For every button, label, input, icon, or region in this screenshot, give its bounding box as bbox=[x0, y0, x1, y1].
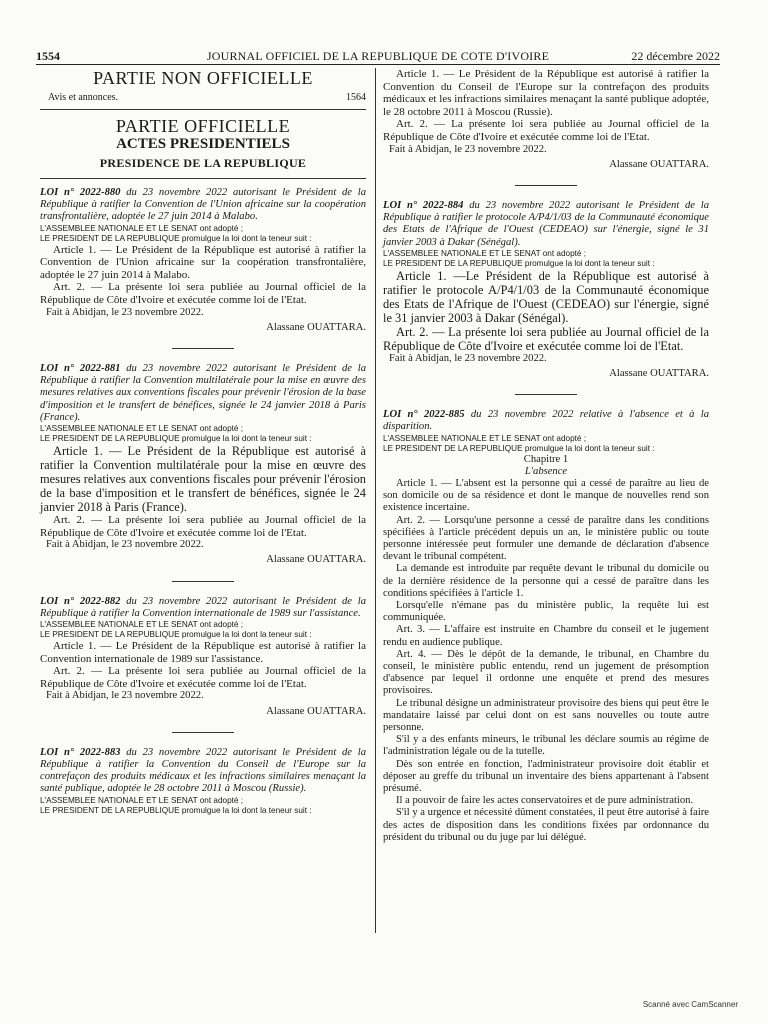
paragraph: S'il y a des enfants mineurs, le tribunal les déclare soumis au régime de l'administration légale ou de la tutelle. bbox=[383, 734, 709, 758]
paragraph: Art. 2. — Lorsqu'une personne a cessé de paraître dans les conditions spécifiées à l'article précédent depuis un an, le ministère public ou toute personne intéressée peut formuler une demande de déclaration d'absence devant le tribunal compétent. bbox=[383, 514, 709, 563]
law-number: LOI n° 2022-880 bbox=[40, 187, 121, 198]
header-rule bbox=[36, 64, 720, 65]
law-885-paragraphs bbox=[383, 478, 709, 844]
section-rule bbox=[40, 178, 366, 179]
law-2022-881 bbox=[40, 363, 366, 567]
law-2022-882 bbox=[40, 596, 366, 718]
paragraph: Art. 3. — L'affaire est instruite en Chambre du conseil et le jugement rendu en audience publique. bbox=[383, 624, 709, 648]
paragraph: Dès son entrée en fonction, l'administrateur provisoire doit établir et déposer au greffe du tribunal un inventaire des biens appartenant à l'absent présumé. bbox=[383, 758, 709, 795]
article-2: Art. 2. — La présente loi sera publiée au Journal officiel de la République de Côte d'Ivoire et exécutée comme loi de l'Etat. bbox=[40, 665, 366, 690]
running-header bbox=[36, 48, 720, 64]
separator bbox=[172, 732, 234, 733]
law-2022-883-header bbox=[40, 747, 366, 816]
signature: Alassane OUATTARA. bbox=[266, 321, 366, 333]
promulgation-line: LE PRESIDENT DE LA REPUBLIQUE promulgue la loi dont la teneur suit : bbox=[383, 443, 655, 453]
paragraph: S'il y a urgence et nécessité dûment constatées, il peut être autorisé à faire des actes de disposition dans les conditions fixées par ordonnance du président du tribunal ou du juge par lui délégué. bbox=[383, 807, 709, 843]
law-number: LOI n° 2022-882 bbox=[40, 595, 121, 607]
partie-officielle-title: PARTIE OFFICIELLE bbox=[115, 116, 291, 136]
place-date: Fait à Abidjan, le 23 novembre 2022. bbox=[46, 539, 204, 551]
assemblee-line: L'ASSEMBLEE NATIONALE ET LE SENAT ont adopté ; bbox=[40, 424, 244, 433]
law-title: LOI n° 2022-885 du 23 novembre 2022 relative à l'absence et à la disparition. bbox=[383, 409, 709, 433]
toc-page: 1564 bbox=[346, 92, 366, 103]
law-number: LOI n° 2022-881 bbox=[40, 362, 121, 374]
assemblee-line: L'ASSEMBLEE NATIONALE ET LE SENAT ont adopté ; bbox=[383, 248, 587, 258]
chapter-number: Chapitre 1 bbox=[523, 453, 569, 465]
column-divider bbox=[375, 68, 376, 933]
article-1: Article 1. — Le Président de la République est autorisé à ratifier la Convention de l'Union africaine sur la coopération transfrontalière, adoptée le 27 juin 2014 à Malabo. bbox=[40, 243, 366, 281]
law-title: LOI n° 2022-883 du 23 novembre 2022 autorisant le Président de la République à ratifier la Convention du Conseil de l'Europe sur la contrefaçon des produits médicaux et les infractions similaires menaçant la santé publique, adoptée le 28 octobre 2011 à Moscou (Russie). bbox=[40, 746, 366, 795]
law-2022-883-body bbox=[383, 68, 709, 171]
place-date: Fait à Abidjan, le 23 novembre 2022. bbox=[389, 352, 547, 364]
signature: Alassane OUATTARA. bbox=[609, 158, 709, 170]
article-1: Article 1. —Le Président de la République est autorisé à ratifier le protocole A/P4/1/03 de la Communauté économique des Etats de l'Afrique de l'Ouest (CEDEAO) sur l'énergie, signé le 31 janvier 2003 à Dakar (Sénégal). bbox=[383, 268, 709, 325]
promulgation-line: LE PRESIDENT DE LA REPUBLIQUE promulgue la loi dont la teneur suit : bbox=[40, 805, 312, 815]
promulgation-line: LE PRESIDENT DE LA REPUBLIQUE promulgue la loi dont la teneur suit : bbox=[40, 630, 312, 639]
signature: Alassane OUATTARA. bbox=[609, 367, 709, 379]
partie-non-officielle-title: PARTIE NON OFFICIELLE bbox=[93, 68, 313, 88]
article-1: Article 1. — Le Président de la République est autorisé à ratifier la Convention multilatérale pour la mise en œuvre des mesures relatives aux conventions fiscales pour prévenir l'érosion de la base d'imposition et le transfert de bénéfices, signée le 24 janvier 2018 à Paris (France). bbox=[40, 444, 366, 514]
law-number: LOI n° 2022-883 bbox=[40, 746, 121, 758]
separator bbox=[172, 581, 234, 582]
promulgation-line: LE PRESIDENT DE LA REPUBLIQUE promulgue la loi dont la teneur suit : bbox=[40, 434, 312, 443]
article-1: Article 1. — Le Président de la République est autorisé à ratifier la Convention internationale de 1989 sur l'assistance. bbox=[40, 640, 366, 665]
law-2022-885 bbox=[383, 409, 709, 844]
separator bbox=[172, 348, 234, 349]
left-column bbox=[40, 68, 366, 816]
paragraph: Le tribunal désigne un administrateur provisoire des biens qui peut être le mandataire laissé par celui dont on est sans nouvelles ou toute autre personne. bbox=[383, 697, 709, 734]
law-title: LOI n° 2022-882 du 23 novembre 2022 autorisant le Président de la République à ratifier la Convention internationale de 1989 sur l'assistance. bbox=[40, 595, 366, 619]
law-2022-880 bbox=[40, 187, 366, 334]
article-1: Article 1. — Le Président de la République est autorisé à ratifier la Convention du Conseil de l'Europe sur la contrefaçon des produits médicaux et les infractions similaires menaçant la santé publique adoptée, le 28 octobre 2011 à Moscou (Russie). bbox=[383, 68, 709, 118]
assemblee-line: L'ASSEMBLEE NATIONALE ET LE SENAT ont adopté ; bbox=[40, 620, 244, 629]
assemblee-line: L'ASSEMBLEE NATIONALE ET LE SENAT ont adopté ; bbox=[383, 433, 587, 443]
article-2: Art. 2. — La présente loi sera publiée au Journal officiel de la République de Côte d'Ivoire et exécutée comme loi de l'Etat. bbox=[40, 281, 366, 306]
actes-presidentiels-title: ACTES PRESIDENTIELS bbox=[116, 136, 290, 152]
promulgation-line: LE PRESIDENT DE LA REPUBLIQUE promulgue la loi dont la teneur suit : bbox=[383, 258, 655, 268]
scanner-watermark: Scanné avec CamScanner bbox=[642, 1000, 738, 1009]
paragraph: Article 1. — L'absent est la personne qui a cessé de paraître au lieu de son domicile ou de sa résidence et dont le manque de nouvelles rend son existence incertaine. bbox=[383, 478, 709, 514]
page-number: 1554 bbox=[36, 49, 60, 63]
article-2: Art. 2. — La présente loi sera publiée au Journal officiel de la République de Côte d'Ivoire et exécutée comme loi de l'Etat. bbox=[383, 324, 709, 353]
toc-entry bbox=[40, 92, 366, 105]
law-number: LOI n° 2022-884 bbox=[383, 199, 464, 211]
signature: Alassane OUATTARA. bbox=[266, 554, 366, 566]
paragraph: Lorsqu'elle n'émane pas du ministère public, la requête lui est communiquée. bbox=[383, 600, 709, 624]
law-title: LOI n° 2022-880 du 23 novembre 2022 autorisant le Président de la République à ratifier la Convention de l'Union africaine sur la coopération transfrontalière, adoptée le 27 juin 2014 à Malabo. bbox=[40, 187, 366, 223]
law-title: LOI n° 2022-884 du 23 novembre 2022 autorisant le Président de la République à ratifier le protocole A/P4/1/03 de la Communauté économique des Etats de l'Afrique de l'Ouest (CEDEAO) sur l'énergie, signé le 31 janvier 2003 à Dakar (Sénégal). bbox=[383, 199, 709, 248]
promulgation-line: LE PRESIDENT DE LA REPUBLIQUE promulgue la loi dont la teneur suit : bbox=[40, 233, 312, 243]
paragraph: La demande est introduite par requête devant le tribunal du domicile ou de la dernière résidence de la personne qui a cessé de paraître dans les conditions spécifiées à l'article 1. bbox=[383, 563, 709, 599]
article-2: Art. 2. — La présente loi sera publiée au Journal officiel de la République de Côte d'Ivoire et exécutée comme loi de l'Etat. bbox=[383, 118, 709, 143]
issue-date: 22 décembre 2022 bbox=[631, 49, 720, 63]
journal-title: JOURNAL OFFICIEL DE LA REPUBLIQUE DE COTE D'IVOIRE bbox=[206, 49, 550, 63]
signature: Alassane OUATTARA. bbox=[266, 705, 366, 717]
paragraph: Art. 4. — Dès le dépôt de la demande, le tribunal, en Chambre du conseil, le ministère public entendu, rend un jugement de présomption d'absence par lequel il ordonne une enquête et prend des mesures provisoires. bbox=[383, 648, 709, 697]
law-2022-884 bbox=[383, 200, 709, 380]
law-title: LOI n° 2022-881 du 23 novembre 2022 autorisant le Président de la République à ratifier la Convention multilatérale pour la mise en œuvre des mesures relatives aux conventions fiscales pour prévenir l'érosion de la base d'imposition et le transfert de bénéfices, signée le 24 janvier 2018 à Paris (France). bbox=[40, 362, 366, 423]
place-date: Fait à Abidjan, le 23 novembre 2022. bbox=[389, 143, 547, 155]
toc-rule bbox=[40, 109, 366, 110]
article-2: Art. 2. — La présente loi sera publiée au Journal officiel de la République de Côte d'Ivoire et exécutée comme loi de l'Etat. bbox=[40, 514, 366, 539]
right-column bbox=[383, 68, 709, 844]
place-date: Fait à Abidjan, le 23 novembre 2022. bbox=[46, 690, 204, 702]
chapter-title: L'absence bbox=[524, 465, 568, 477]
separator bbox=[515, 394, 577, 395]
separator bbox=[515, 185, 577, 186]
assemblee-line: L'ASSEMBLEE NATIONALE ET LE SENAT ont adopté ; bbox=[40, 223, 244, 233]
assemblee-line: L'ASSEMBLEE NATIONALE ET LE SENAT ont adopté ; bbox=[40, 795, 244, 805]
toc-label: Avis et annonces. bbox=[48, 92, 119, 103]
presidence-title: PRESIDENCE DE LA REPUBLIQUE bbox=[99, 156, 307, 170]
paragraph: Il a pouvoir de faire les actes conservatoires et de pure administration. bbox=[396, 795, 694, 807]
place-date: Fait à Abidjan, le 23 novembre 2022. bbox=[46, 306, 204, 318]
law-number: LOI n° 2022-885 bbox=[383, 409, 465, 421]
